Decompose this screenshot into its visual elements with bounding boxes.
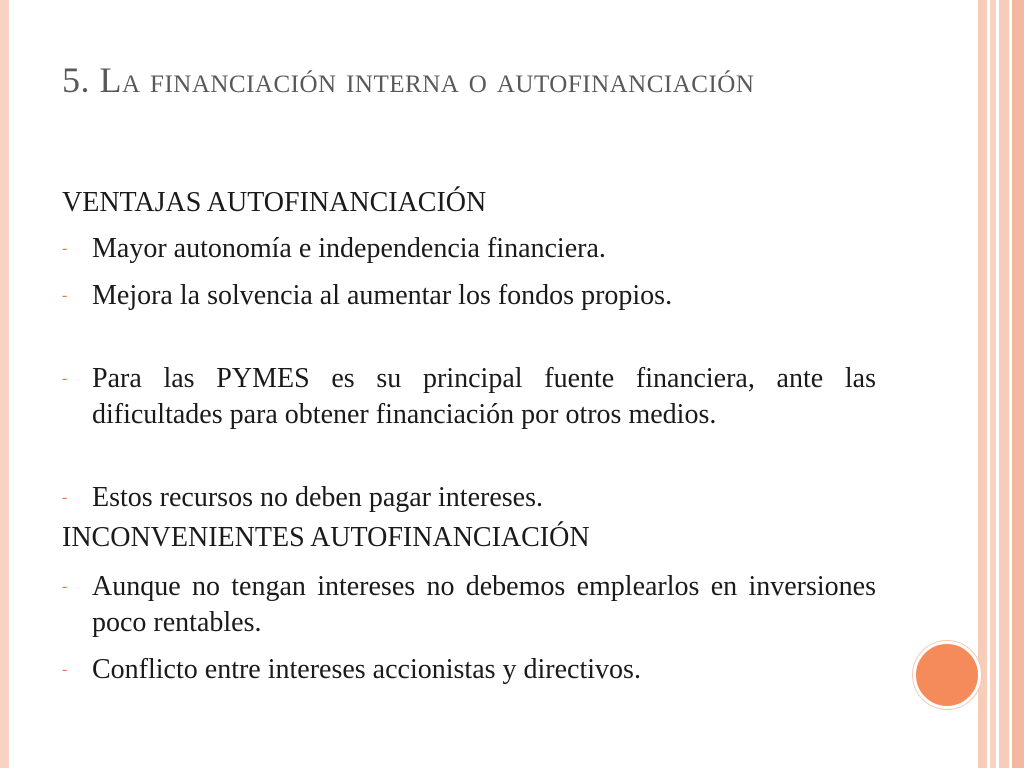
bullet-marker: - [62,489,68,506]
slide-title: 5. La financiación interna o autofinanciación [62,60,755,100]
list-item [62,569,876,641]
section-heading-ventajas: VENTAJAS AUTOFINANCIACIÓN [62,187,487,218]
list-item [62,231,876,267]
bullet-marker: - [62,578,68,595]
list-item [62,652,876,688]
bullet-marker: - [62,370,68,387]
right-border-stripe [990,0,996,768]
list-item-text: Mayor autonomía e independencia financiera. [92,233,606,264]
list-item-text: Para las PYMES es su principal fuente financiera, ante las dificultades para obtener financiación por otros medios. [92,363,876,430]
orange-circle-icon [913,641,981,709]
list-item-text: Mejora la solvencia al aumentar los fondos propios. [92,280,673,311]
section-heading-inconvenientes: INCONVENIENTES AUTOFINANCIACIÓN [62,522,590,553]
list-item-text: Aunque no tengan intereses no debemos emplearlos en inversiones poco rentables. [92,571,876,638]
list-item [62,361,876,433]
right-border-stripe [1012,0,1024,768]
list-item [62,480,876,516]
left-border-stripe [0,0,9,768]
list-item [62,278,876,314]
bullet-marker: - [62,661,68,678]
right-border-stripe [999,0,1009,768]
bullet-marker: - [62,240,68,257]
list-item-text: Estos recursos no deben pagar intereses. [92,482,543,513]
right-border-stripe [978,0,987,768]
bullet-marker: - [62,287,68,304]
list-item-text: Conflicto entre intereses accionistas y directivos. [92,654,641,685]
